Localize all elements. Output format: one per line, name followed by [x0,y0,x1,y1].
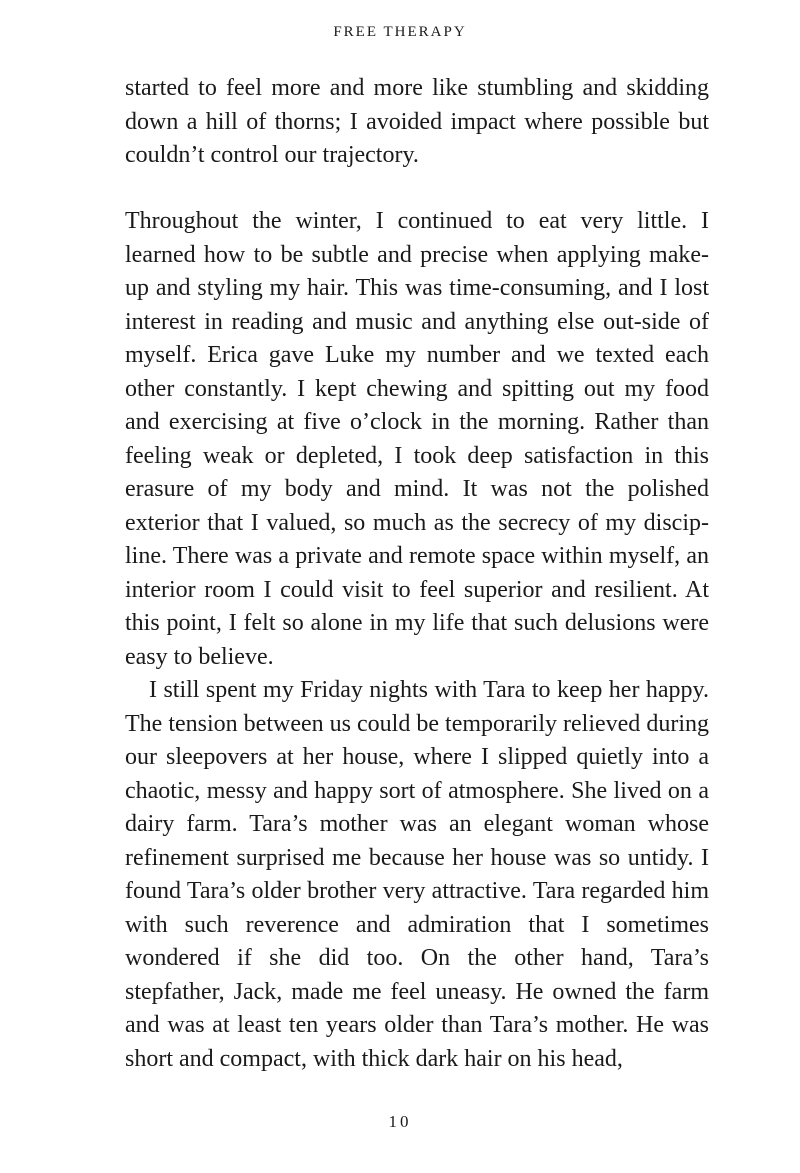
paragraph-winter: Throughout the winter, I continued to eat very little. I learned how to be subtle and precise when applying make-up and styling my hair. This was time-consuming, and I lost interest in reading and music and anything else out-side of myself. Erica gave Luke my number and we texted each other constantly. I kept chewing and spitting out my food and exercising at five o’clock in the morning. Rather than feeling weak or depleted, I took deep satisfaction in this erasure of my body and mind. It was not the polished exterior that I valued, so much as the secrecy of my discip-line. There was a private and remote space within myself, an interior room I could visit to feel superior and resilient. At this point, I felt so alone in my life that such delusions were easy to believe. [125,208,709,670]
running-head: FREE THERAPY [333,24,467,40]
paragraph-continuation: started to feel more and more like stumbling and skidding down a hill of thorns; I avoided impact where possible but couldn’t control our trajectory. [125,75,709,168]
page-number: 10 [388,1112,412,1131]
paragraph-friday-nights: I still spent my Friday nights with Tara to keep her happy. The tension between us could be temporarily relieved during our sleepovers at her house, where I slipped quietly into a chaotic, messy and happy sort of atmosphere. She lived on a dairy farm. Tara’s mother was an elegant woman whose refinement surprised me because her house was so untidy. I found Tara’s older brother very attractive. Tara regarded him with such reverence and admiration that I sometimes wondered if she did too. On the other hand, Tara’s stepfather, Jack, made me feel uneasy. He owned the farm and was at least ten years older than Tara’s mother. He was short and compact, with thick dark hair on his head, [125,677,709,1072]
